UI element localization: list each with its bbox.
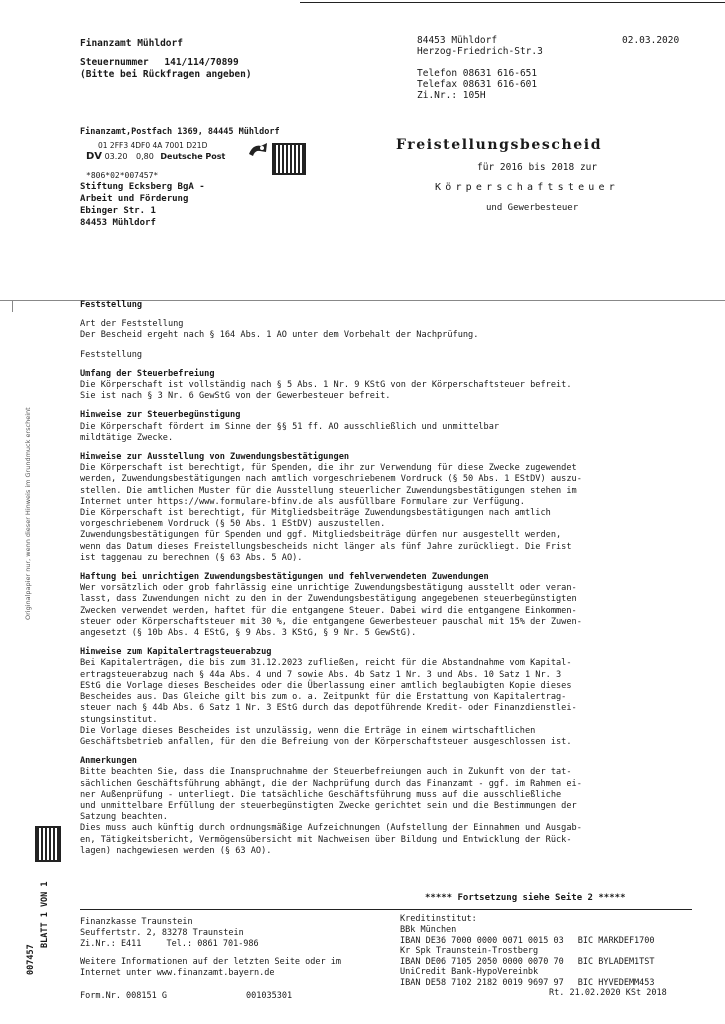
text-line: Bitte beachten Sie, dass die Inanspruchnahme der Steuerbefreiungen auch in Zukunft von der tat- xyxy=(80,767,572,778)
phone-number: Telefon 08631 616-651 xyxy=(417,68,538,79)
text-line: Die Vorlage dieses Bescheides ist unzulässig, wenn die Erträge in einem wirtschaftlichen xyxy=(80,725,536,736)
cashier-phone: Tel.: 0861 701-986 xyxy=(166,939,259,949)
postage-date: 03.20 xyxy=(104,152,128,161)
postage-matrix-code xyxy=(272,143,306,175)
top-rule xyxy=(300,2,725,3)
text-line: wenn das Datum dieses Freistellungsbescheids nicht länger als fünf Jahre zurückliegt. Die Frist xyxy=(80,541,572,552)
recipient-line-3: Ebinger Str. 1 xyxy=(80,206,156,216)
section-heading: Hinweise zur Steuerbegünstigung xyxy=(80,410,241,421)
tax-number-note: (Bitte bei Rückfragen angeben) xyxy=(80,69,252,80)
bank-iban-row xyxy=(400,978,700,989)
sidebar-code-1: 007457 xyxy=(26,944,36,975)
text-line: Die Körperschaft ist berechtigt, für Mitgliedsbeiträge Zuwendungsbestätigungen nach amtlich xyxy=(80,508,551,519)
text-line: steuer oder Körperschaftsteuer mit 30 %, die entgangene Gewerbesteuer pauschal mit 15% der Zuwen- xyxy=(80,616,582,627)
text-line: EStG die Vorlage dieses Bescheides oder die Überlassung einer amtlich beglaubigten Kopie dieses xyxy=(80,680,572,691)
sidebar-code-2: BLATT 1 VON 1 xyxy=(40,881,50,948)
cashier-contact xyxy=(80,939,259,949)
tax-number-label: Steuernummer xyxy=(80,57,149,68)
text-line: vorgeschriebenem Vordruck (§ 50 Abs. 1 EStDV) auszustellen. xyxy=(80,519,386,530)
text-line: steuer nach § 44b Abs. 6 Satz 1 Nr. 3 EStG durch das depotführende Kredit- oder Finanzdienstlei- xyxy=(80,703,577,714)
recipient-line-2: Arbeit und Förderung xyxy=(80,194,189,204)
postage-dv: DV xyxy=(86,151,103,162)
bank-name: BBk München xyxy=(400,925,457,935)
tax-number: 141/114/70899 xyxy=(164,57,239,68)
recipient-line-4: 84453 Mühldorf xyxy=(80,218,156,228)
text-line: Dies muss auch künftig durch ordnungsmäßige Aufzeichnungen (Aufstellung der Einnahmen und Ausgab- xyxy=(80,823,582,834)
tax-number-row xyxy=(80,57,239,68)
text-line: Sie ist nach § 3 Nr. 6 GewStG von der Gewerbesteuer befreit. xyxy=(80,391,391,402)
text-line: angesetzt (§ 10b Abs. 4 EStG, § 9 Abs. 3 KStG, § 9 Nr. 5 GewStG). xyxy=(80,628,417,639)
section-heading: Umfang der Steuerbefreiung xyxy=(80,368,215,379)
footer-rule xyxy=(80,909,692,910)
office-street: Herzog-Friedrich-Str.3 xyxy=(417,46,543,57)
bank-entry xyxy=(400,967,700,988)
bank-iban: IBAN DE58 7102 2182 0019 9697 97 xyxy=(400,977,564,988)
section-heading: Hinweise zum Kapitalertragsteuerabzug xyxy=(80,647,272,658)
text-line: Feststellung xyxy=(80,349,143,360)
cashier-name: Finanzkasse Traunstein xyxy=(80,917,193,927)
rt-line: Rt. 21.02.2020 KSt 2018 xyxy=(549,988,667,998)
form-number: Form.Nr. 008151 G xyxy=(80,991,167,1001)
section-heading: Hinweise zur Ausstellung von Zuwendungsbestätigungen xyxy=(80,452,350,463)
form-code: 001035301 xyxy=(246,991,293,1001)
text-line: Satzung beachten. xyxy=(80,812,168,823)
text-line: Zuwendungsbestätigungen für Spenden und ggf. Mitgliedsbeiträge dürfen nur ausgestellt werden, xyxy=(80,530,562,541)
room-number: Zi.Nr.: 105H xyxy=(417,90,486,101)
text-line: ertragsteuerabzug nach § 44a Abs. 4 und 7 sowie Abs. 4b Satz 1 Nr. 3 und Abs. 10 Satz 1 Nr. 3 xyxy=(80,669,562,680)
barcode-text: *806*02*007457* xyxy=(86,171,159,180)
text-line: stellen. Die amtlichen Muster für die Ausstellung steuerlicher Zuwendungsbestätigungen stehen im xyxy=(80,485,577,496)
bank-iban: IBAN DE06 7105 2050 0000 0070 70 xyxy=(400,956,564,967)
text-line: ist taggenau zu berechnen (§ 63 Abs. 5 AO). xyxy=(80,552,303,563)
recipient-line-1: Stiftung Ecksberg BgA - xyxy=(80,182,205,192)
bank-list xyxy=(400,925,700,989)
text-line: Bei Kapitalerträgen, die bis zum 31.12.2023 zufließen, reicht für die Abstandnahme vom Kapital- xyxy=(80,658,572,669)
sidebar-matrix-code xyxy=(35,826,61,862)
bank-iban-row xyxy=(400,936,700,947)
document-title: Freistellungsbescheid xyxy=(396,137,603,153)
info-line-2: Internet unter www.finanzamt.bayern.de xyxy=(80,968,275,978)
text-line: werden, Zuwendungsbestätigungen nach amtlich vorgeschriebenem Vordruck (§ 50 Abs. 1 EStDV) auszu- xyxy=(80,474,582,485)
bank-name: Kr Spk Traunstein-Trostberg xyxy=(400,946,539,957)
side-note: Originalpapier nur, wenn dieser Hinweis im Grundmuck erscheint xyxy=(24,407,32,620)
continuation-note: ***** Fortsetzung siehe Seite 2 ***** xyxy=(425,893,626,903)
text-line: stungsinstitut. xyxy=(80,714,158,725)
text-line: lasst, dass Zuwendungen nicht zu den in der Zuwendungsbestätigung angegebenen steuerbegünstigten xyxy=(80,594,577,605)
text-line: Die Körperschaft ist vollständig nach § 5 Abs. 1 Nr. 9 KStG von der Körperschaftsteuer befreit. xyxy=(80,380,572,391)
text-line: und unmittelbare Erfüllung der steuerbegünstigten Zwecke gerichtet sein und die Bestimmungen der xyxy=(80,800,577,811)
bank-iban: IBAN DE36 7000 0000 0071 0015 03 xyxy=(400,935,564,946)
cashier-room: Zi.Nr.: E411 xyxy=(80,939,142,949)
return-address: Finanzamt,Postfach 1369, 84445 Mühldorf xyxy=(80,127,280,137)
left-fold-mark xyxy=(12,300,13,312)
bank-name: UniCredit Bank-HypoVereinbk xyxy=(400,967,539,978)
text-line: Internet unter https://www.formulare-bfinv.de als ausfüllbare Formulare zur Verfügung. xyxy=(80,496,525,507)
tax-type: Körperschaftsteuer xyxy=(435,182,619,193)
text-line: ner Außenprüfung - unterliegt. Die tatsächliche Geschäftsführung muss auf die ausschließliche xyxy=(80,789,562,800)
postage-row xyxy=(86,151,225,162)
text-line: Geschäftsbetrieb anfallen, für den die Befreiung von der Körperschaftsteuer ausgeschlossen ist. xyxy=(80,736,572,747)
bank-entry xyxy=(400,946,700,967)
postage-code: 01 2FF3 4DF0 4A 7001 D21D xyxy=(98,141,208,150)
document-date: 02.03.2020 xyxy=(622,35,680,46)
postage-brand: Deutsche Post xyxy=(160,152,226,161)
text-line: Der Bescheid ergeht nach § 164 Abs. 1 AO unter dem Vorbehalt der Nachprüfung. xyxy=(80,330,479,341)
deutsche-post-horn-icon xyxy=(247,140,269,163)
text-line: lagen) nachgewiesen werden (§ 63 AO). xyxy=(80,845,272,856)
info-line-1: Weitere Informationen auf der letzten Seite oder im xyxy=(80,957,341,967)
tax-type-2: und Gewerbesteuer xyxy=(486,203,579,213)
section-heading: Haftung bei unrichtigen Zuwendungsbestätigungen und fehlverwendeten Zuwendungen xyxy=(80,572,489,583)
text-line: Wer vorsätzlich oder grob fahrlässig eine unrichtige Zuwendungsbestätigung ausstellt oder veran- xyxy=(80,583,577,594)
fax-number: Telefax 08631 616-601 xyxy=(417,79,538,90)
text-line: en, Tätigkeitsbericht, Vermögensübersicht mit Nachweisen über Bildung und Entwicklung der Rück- xyxy=(80,834,572,845)
cashier-street: Seuffertstr. 2, 83278 Traunstein xyxy=(80,928,244,938)
bank-bic: BIC BYLADEM1TST xyxy=(577,956,655,967)
bank-label: Kreditinstitut: xyxy=(400,914,477,924)
text-line: Bescheides aus. Das Gleiche gilt bis zum o. a. Zeitpunkt für die Erstattung von Kapitalertrag- xyxy=(80,692,567,703)
bank-iban-row xyxy=(400,957,700,968)
bank-entry xyxy=(400,925,700,946)
text-line: Zwecken verwendet werden, haftet für die entgangene Steuer. Dabei wird die entgangene Einkommen- xyxy=(80,605,577,616)
assessment-period: für 2016 bis 2018 zur xyxy=(477,162,598,173)
office-city: 84453 Mühldorf xyxy=(417,35,498,46)
bank-bic: BIC HYVEDEMM453 xyxy=(577,977,655,988)
text-line: sächlichen Geschäftsführung abhängt, die der Nachprüfung durch das Finanzamt - ggf. im Rahmen ei- xyxy=(80,778,582,789)
text-line: Die Körperschaft fördert im Sinne der §§ 51 ff. AO ausschließlich und unmittelbar xyxy=(80,421,500,432)
section-heading: Feststellung xyxy=(80,300,143,310)
bank-bic: BIC MARKDEF1700 xyxy=(577,935,655,946)
office-name: Finanzamt Mühldorf xyxy=(80,38,183,49)
text-line: Die Körperschaft ist berechtigt, für Spenden, die ihr zur Verwendung für diese Zwecke zugewendet xyxy=(80,463,577,474)
body-text xyxy=(80,300,705,857)
text-line: Art der Feststellung xyxy=(80,319,184,330)
postage-amount: 0,80 xyxy=(136,152,154,161)
text-line: mildtätige Zwecke. xyxy=(80,432,174,443)
section-heading: Anmerkungen xyxy=(80,756,137,767)
